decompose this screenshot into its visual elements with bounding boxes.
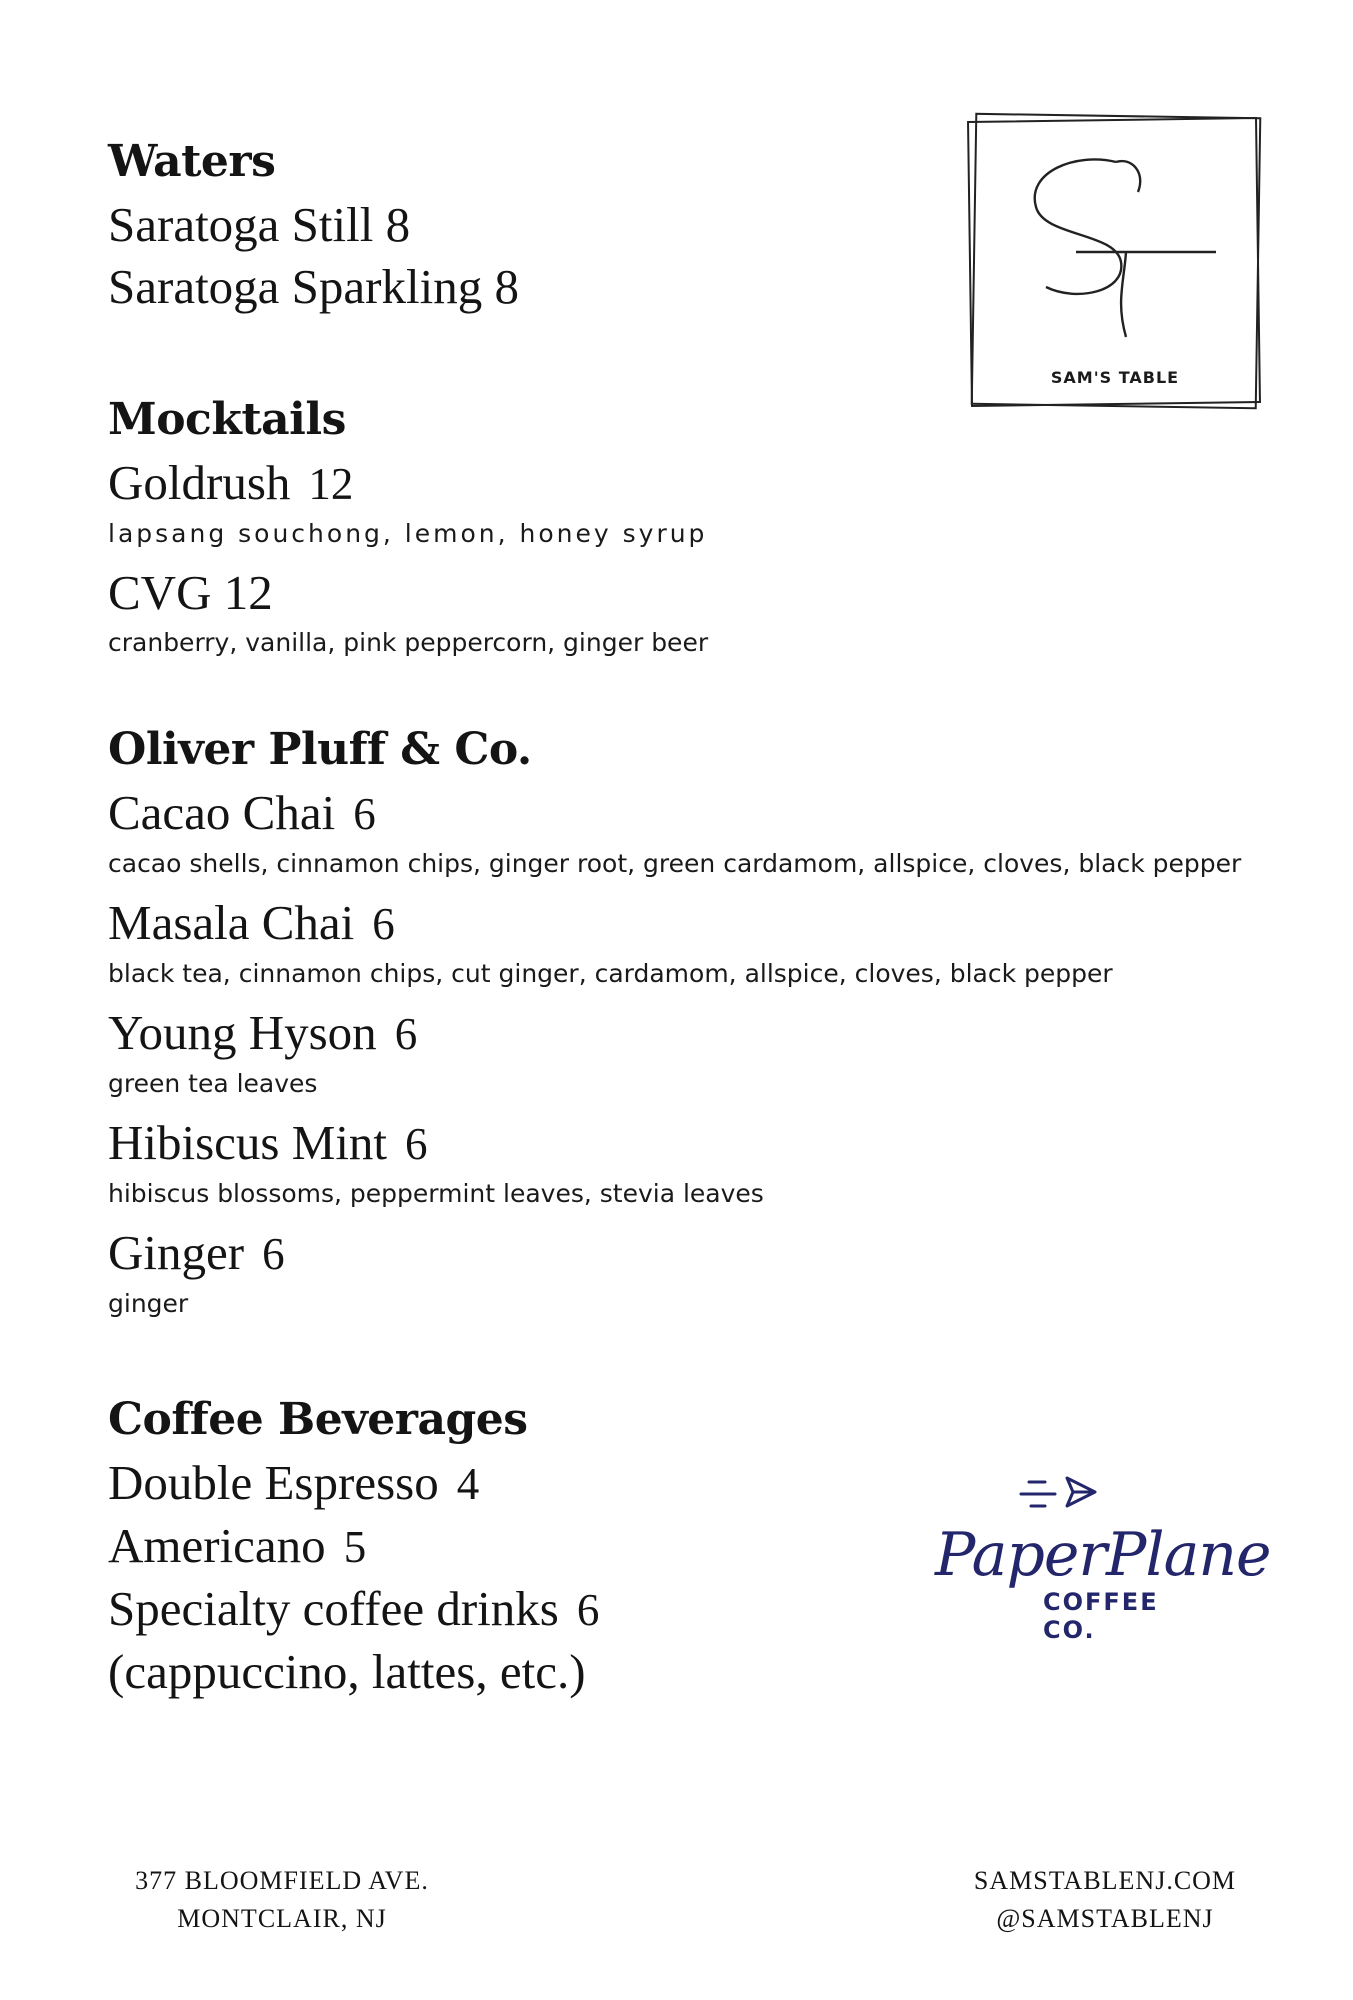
menu-item-name: Double Espresso bbox=[108, 1455, 439, 1510]
footer-contact bbox=[965, 1862, 1245, 1938]
sams-table-monogram-icon bbox=[966, 112, 1264, 412]
paper-plane-subtitle: COFFEE CO. bbox=[1043, 1588, 1159, 1644]
menu-item-description: cacao shells, cinnamon chips, ginger root, green cardamom, allspice, cloves, black pepper bbox=[108, 849, 1242, 878]
menu-item-price: 6 bbox=[405, 1119, 428, 1169]
social-handle[interactable]: @SAMSTABLENJ bbox=[996, 1904, 1214, 1933]
menu-item-price: 6 bbox=[372, 899, 395, 949]
address-line-1: 377 BLOOMFIELD AVE. bbox=[135, 1866, 429, 1895]
section-waters bbox=[108, 130, 519, 318]
menu-item bbox=[108, 452, 708, 515]
section-title: Mocktails bbox=[108, 394, 346, 445]
menu-item-description: cranberry, vanilla, pink peppercorn, ginger beer bbox=[108, 628, 709, 657]
sams-table-logo-text: SAM'S TABLE bbox=[1050, 368, 1180, 387]
menu-item-name: (cappuccino, lattes, etc.) bbox=[108, 1644, 586, 1699]
section-title: Coffee Beverages bbox=[108, 1394, 528, 1445]
paper-plane-coffee-logo bbox=[925, 1470, 1271, 1644]
menu-item bbox=[108, 892, 1278, 955]
section-coffee bbox=[108, 1388, 599, 1703]
section-oliver-pluff bbox=[108, 718, 1278, 1332]
menu-item-name: Saratoga Sparkling 8 bbox=[108, 259, 519, 314]
website-link[interactable]: SAMSTABLENJ.COM bbox=[973, 1866, 1237, 1895]
menu-item-description: green tea leaves bbox=[108, 1069, 318, 1098]
paper-plane-wordmark: PaperPlane bbox=[935, 1520, 1271, 1590]
sams-table-logo bbox=[966, 112, 1264, 412]
menu-item-name: Young Hyson bbox=[108, 1005, 377, 1060]
menu-item-price: 6 bbox=[353, 789, 376, 839]
menu-item bbox=[108, 1002, 1278, 1065]
menu-item-name: Masala Chai bbox=[108, 895, 355, 950]
menu-item-description: lapsang souchong, lemon, honey syrup bbox=[108, 519, 708, 548]
menu-item-name: CVG 12 bbox=[108, 565, 273, 620]
footer-address bbox=[132, 1862, 432, 1938]
menu-item-name: Americano bbox=[108, 1518, 326, 1573]
menu-item bbox=[108, 1578, 599, 1641]
section-mocktails bbox=[108, 388, 708, 671]
section-title: Oliver Pluff & Co. bbox=[108, 724, 532, 775]
menu-item-price: 6 bbox=[262, 1229, 285, 1279]
menu-item bbox=[108, 1222, 1278, 1285]
menu-item-price: 12 bbox=[308, 459, 354, 509]
menu-item bbox=[108, 782, 1278, 845]
menu-item-description: hibiscus blossoms, peppermint leaves, stevia leaves bbox=[108, 1179, 764, 1208]
menu-item-name: Cacao Chai bbox=[108, 785, 336, 840]
menu-item-name: Hibiscus Mint bbox=[108, 1115, 388, 1170]
section-title: Waters bbox=[108, 136, 276, 187]
menu-item-price: 4 bbox=[456, 1459, 480, 1509]
menu-item-description: ginger bbox=[108, 1289, 189, 1318]
menu-item-name: Specialty coffee drinks bbox=[108, 1581, 559, 1636]
menu-item-price: 6 bbox=[576, 1585, 600, 1635]
menu-item bbox=[108, 1515, 599, 1578]
menu-item-name: Ginger bbox=[108, 1225, 245, 1280]
menu-item-price: 5 bbox=[343, 1522, 367, 1572]
menu-item bbox=[108, 1112, 1278, 1175]
menu-item-price: 6 bbox=[394, 1009, 418, 1059]
menu-item-name: Saratoga Still 8 bbox=[108, 197, 411, 252]
menu-item-description: black tea, cinnamon chips, cut ginger, cardamom, allspice, cloves, black pepper bbox=[108, 959, 1113, 988]
menu-item bbox=[108, 1452, 599, 1515]
address-line-2: MONTCLAIR, NJ bbox=[177, 1904, 387, 1933]
menu-item-name: Goldrush bbox=[108, 455, 291, 510]
